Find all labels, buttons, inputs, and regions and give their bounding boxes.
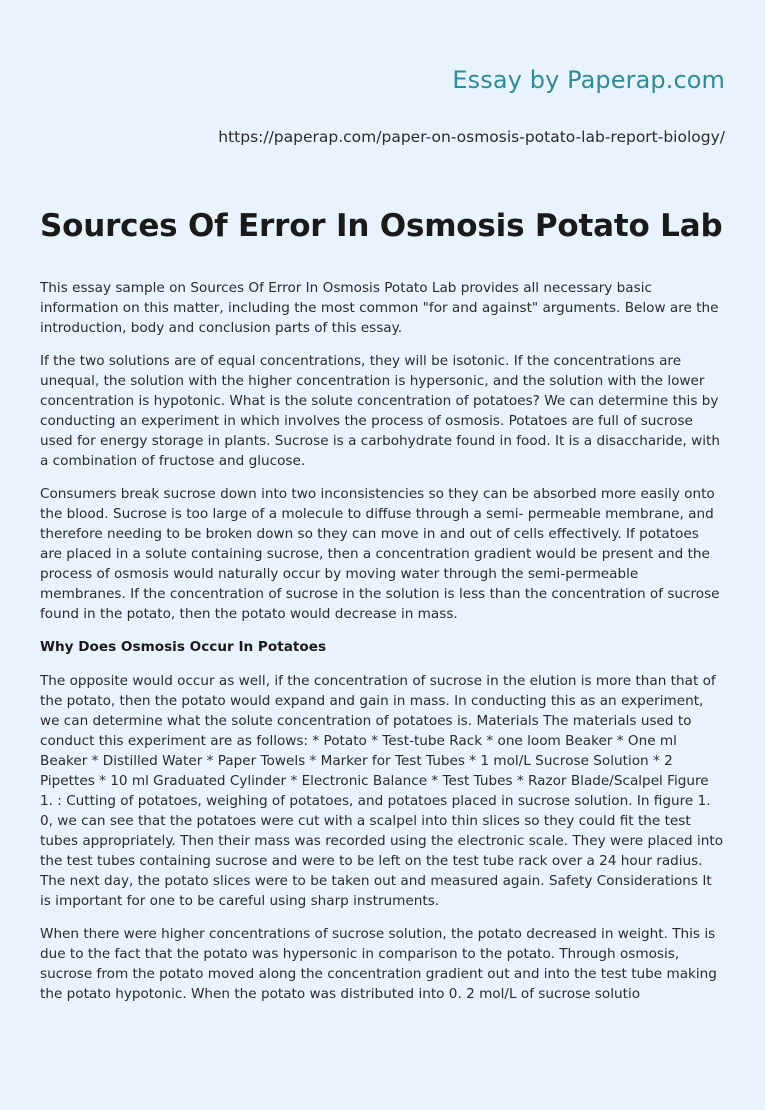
paragraph: Consumers break sucrose down into two inconsistencies so they can be absorbed more easily onto the blood. Sucrose is too large of a molecule to diffuse through a semi- permeable membrane, and therefore needing to be broken down so they can move in and out of cells effectively. If potatoes are placed in a solute containing sucrose, then a concentration gradient would be present and the process of osmosis would naturally occur by moving water through the semi-permeable membranes. If the concentration of sucrose in the solution is less than the concentration of sucrose found in the potato, then the potato would decrease in mass. bbox=[40, 486, 720, 622]
brand-link[interactable]: Essay by Paperap.com bbox=[452, 66, 725, 94]
paragraph: The opposite would occur as well, if the concentration of sucrose in the elution is more than that of the potato, then the potato would expand and gain in mass. In conducting this as an experiment, we can determine what the solute concentration of potatoes is. Materials The materials used to conduct this experiment are as follows: * Potato * Test-tube Rack * one loom Beaker * One ml Beaker * Distilled Water * Paper Towels * Marker for Test Tubes * 1 mol/L Sucrose Solution * 2 Pipettes * 10 ml Graduated Cylinder * Electronic Balance * Test Tubes * Razor Blade/Scalpel Figure 1. : Cutting of potatoes, weighing of potatoes, and potatoes placed in sucrose solution. In figure 1. 0, we can see that the potatoes were cut with a scalpel into thin slices so they could fit the test tubes appropriately. Then their mass was recorded using the electronic scale. They were placed into the test tubes containing sucrose and were to be left on the test tube rack over a 24 hour radius. The next day, the potato slices were to be taken out and measured again. Safety Considerations It is important for one to be careful using sharp instruments. bbox=[40, 673, 724, 909]
paragraph: If the two solutions are of equal concentrations, they will be isotonic. If the concentrations are unequal, the solution with the higher concentration is hypersonic, and the solution with the lower concentration is hypotonic. What is the solute concentration of potatoes? We can determine this by conducting an experiment in which involves the process of osmosis. Potatoes are full of sucrose used for energy storage in plants. Sucrose is a carbohydrate found in food. It is a disaccharide, with a combination of fructose and glucose. bbox=[40, 353, 721, 469]
source-url-link[interactable]: https://paperap.com/paper-on-osmosis-potato-lab-report-biology/ bbox=[218, 128, 725, 146]
article-title: Sources Of Error In Osmosis Potato Lab bbox=[40, 208, 723, 244]
section-subheading: Why Does Osmosis Occur In Potatoes bbox=[40, 639, 327, 655]
paragraph-intro: This essay sample on Sources Of Error In Osmosis Potato Lab provides all necessary basic information on this matter, including the most common "for and against" arguments. Below are the introduction, body and conclusion parts of this essay. bbox=[40, 280, 719, 336]
paragraph: When there were higher concentrations of sucrose solution, the potato decreased in weight. This is due to the fact that the potato was hypersonic in comparison to the potato. Through osmosis, sucrose from the potato moved along the concentration gradient out and into the test tube making the potato hypotonic. When the potato was distributed into 0. 2 mol/L of sucrose solutio bbox=[40, 926, 717, 1002]
article-body bbox=[40, 278, 725, 1017]
